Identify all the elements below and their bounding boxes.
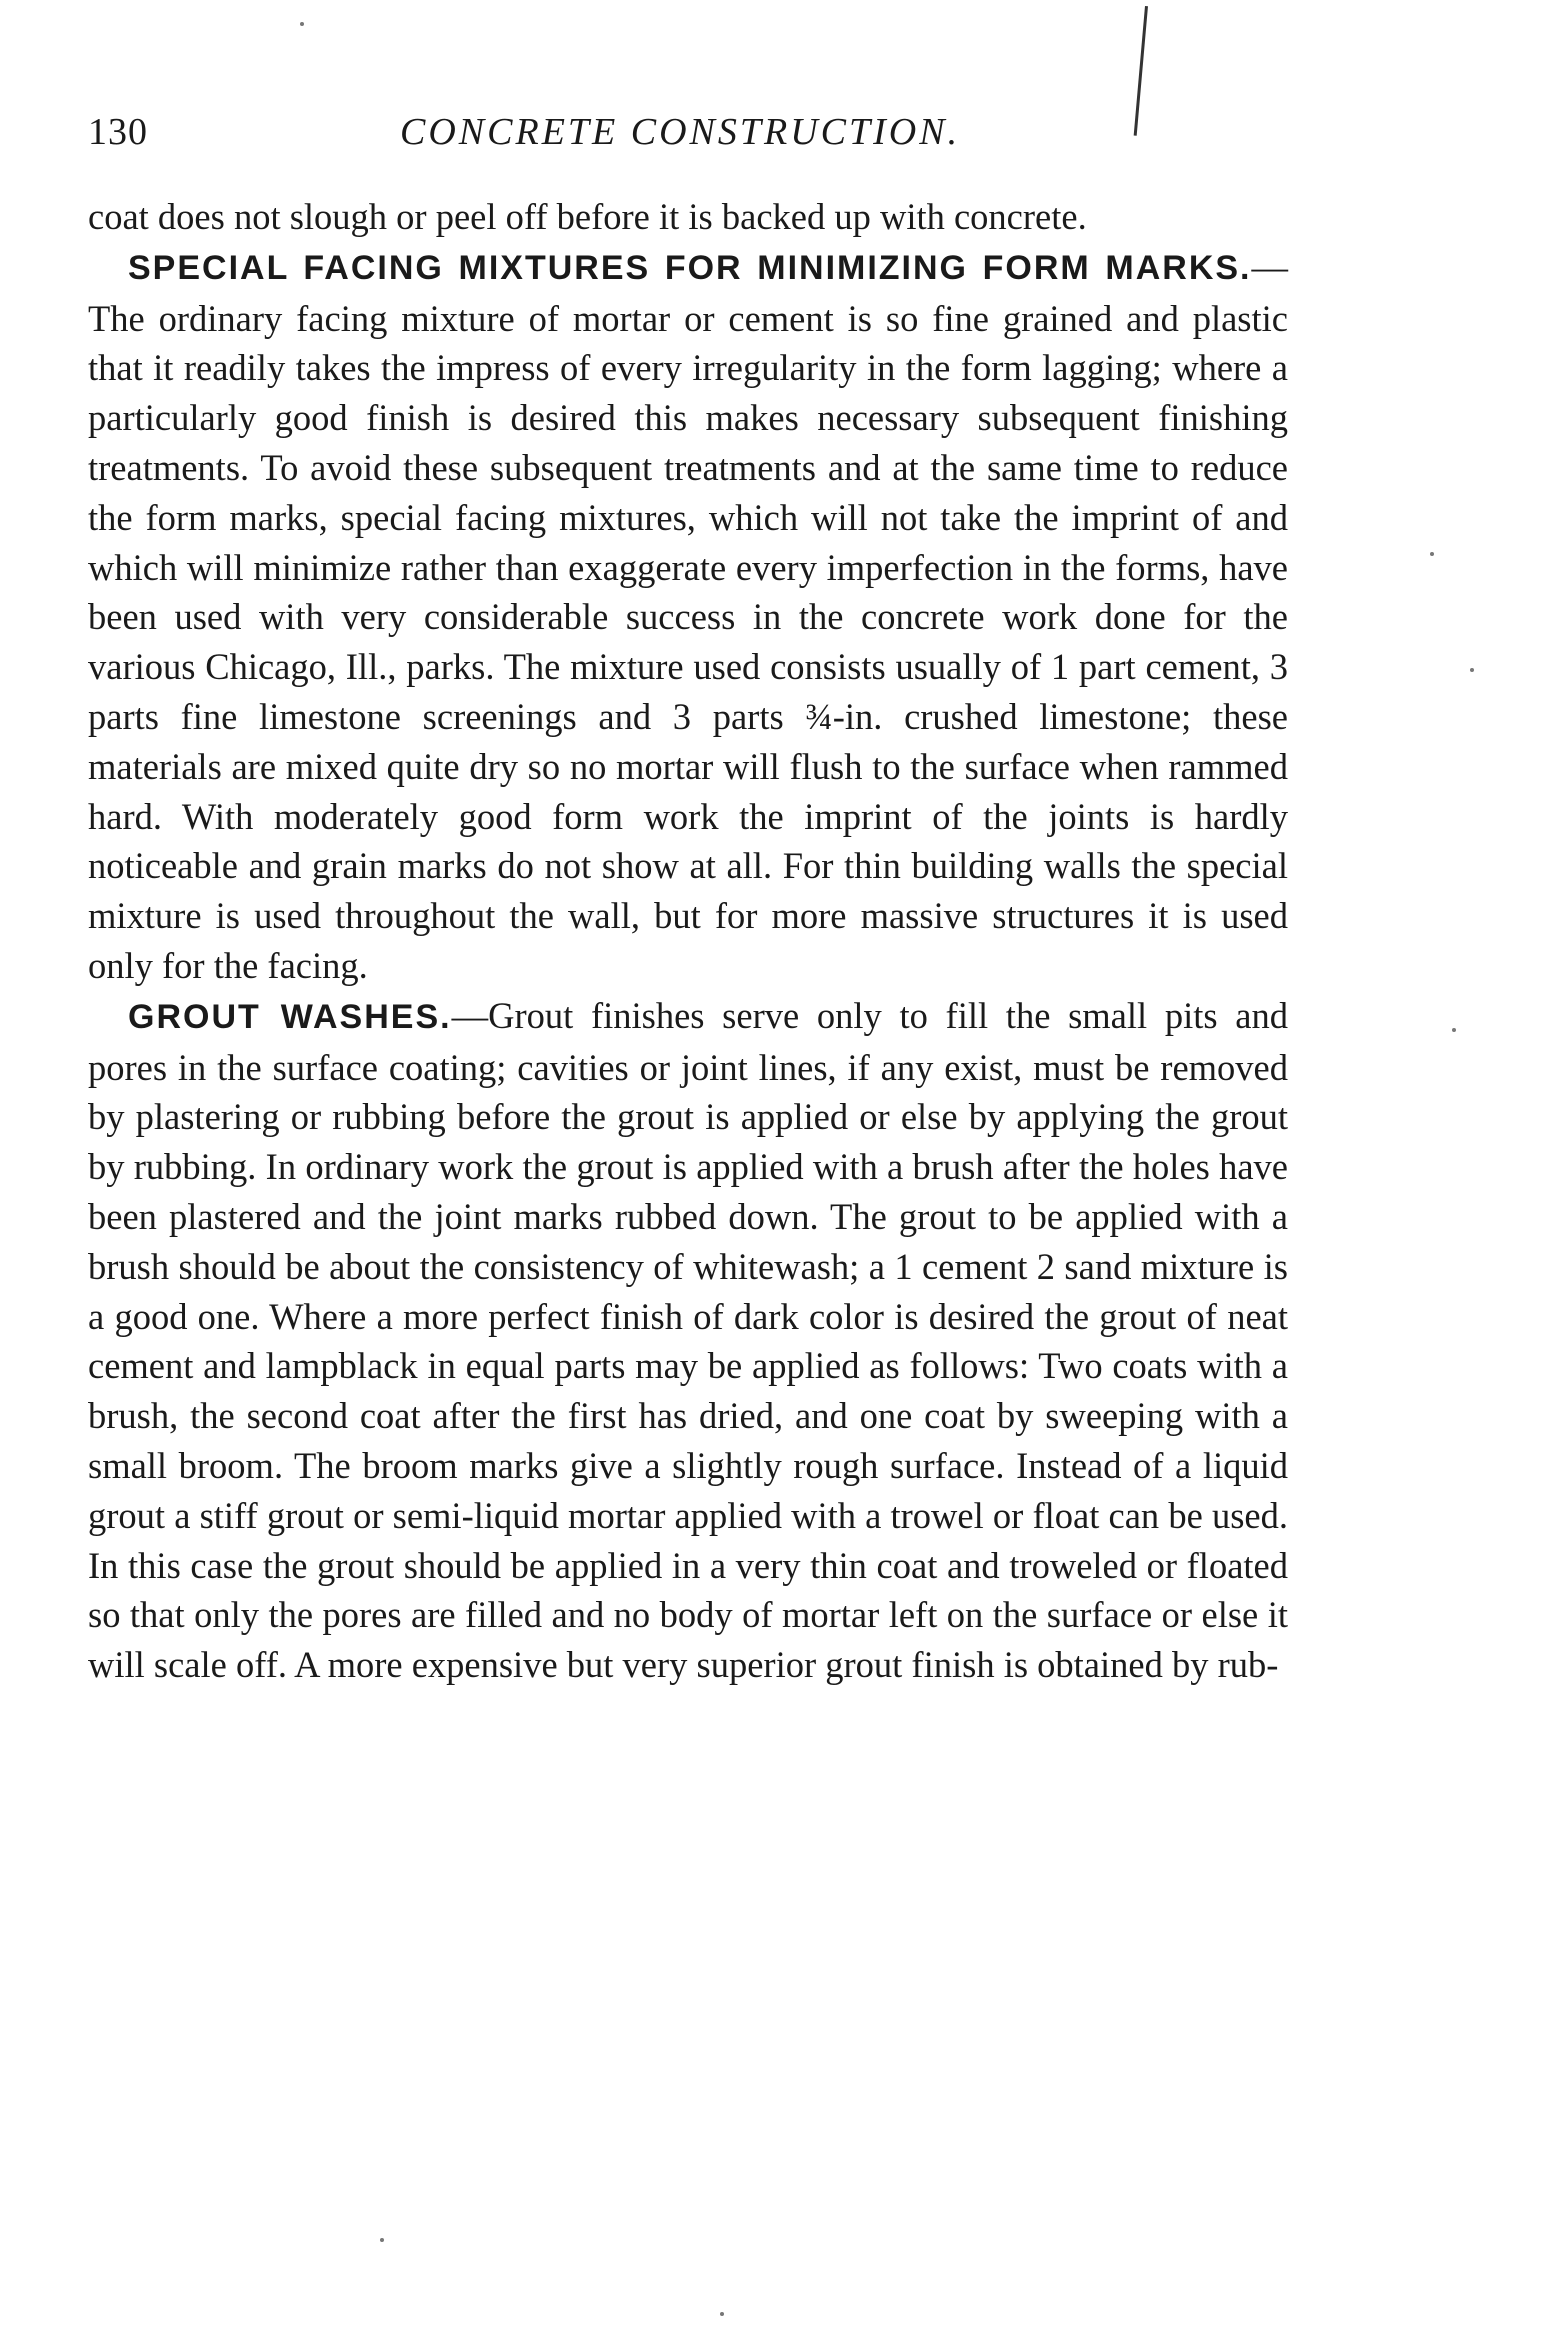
page-number: 130 xyxy=(88,111,148,153)
section-heading: GROUT WASHES. xyxy=(128,997,452,1036)
body-text xyxy=(88,192,1288,1690)
paragraph-text: —Grout finishes serve only to fill the small pits and pores in the surface coating; cavities or joint lines, if any exist, must be removed by plastering or rubbing before the grout is applied or else by applying the grout by rubbing. In ordinary work the grout is applied with a brush after the holes have been plastered and the joint marks rubbed down. The grout to be applied with a brush should be about the consistency of whitewash; a 1 cement 2 sand mixture is a good one. Where a more perfect finish of dark color is desired the grout of neat cement and lampblack in equal parts may be applied as follows: Two coats with a brush, the second coat after the first has dried, and one coat by sweeping with a small broom. The broom marks give a slightly rough surface. Instead of a liquid grout a stiff grout or semi-liquid mortar applied with a trowel or float can be used. In this case the grout should be applied in a very thin coat and troweled or floated so that only the pores are filled and no body of mortar left on the surface or else it will scale off. A more expensive but very superior grout finish is obtained by rub- xyxy=(88,994,1288,1686)
scan-speck xyxy=(720,2312,724,2316)
paragraph-special-facing xyxy=(88,242,1288,991)
paragraph-text: —The ordinary facing mixture of mortar or cement is so fine grained and plastic that it readily takes the impress of every irregularity in the form lagging; where a particularly good finish is desired this makes necessary subsequent finishing treatments. To avoid these subsequent treatments and at the same time to reduce the form marks, special facing mixtures, which will not take the imprint of and which will minimize rather than exaggerate every imperfection in the forms, have been used with very considerable success in the concrete work done for the various Chicago, Ill., parks. The mixture used consists usually of 1 part cement, 3 parts fine limestone screenings and 3 parts ¾-in. crushed limestone; these materials are mixed quite dry so no mortar will flush to the surface when rammed hard. With moderately good form work the imprint of the joints is hardly noticeable and grain marks do not show at all. For thin building walls the special mixture is used throughout the wall, but for more massive structures it is used only for the facing. xyxy=(88,245,1288,986)
paragraph-continuation xyxy=(88,192,1288,242)
scan-speck xyxy=(1470,668,1474,672)
paragraph-text: coat does not slough or peel off before it is backed up with concrete. xyxy=(88,196,1087,237)
book-page xyxy=(88,110,1288,1690)
running-title: CONCRETE CONSTRUCTION. xyxy=(400,111,961,153)
scan-speck xyxy=(300,22,304,26)
paragraph-grout-washes xyxy=(88,991,1288,1690)
section-heading: SPECIAL FACING MIXTURES FOR MINIMIZING FORM MARKS. xyxy=(128,248,1252,287)
scan-speck xyxy=(1452,1028,1456,1032)
scan-speck xyxy=(1430,552,1434,556)
scan-speck xyxy=(380,2238,384,2242)
running-head xyxy=(88,110,1288,170)
